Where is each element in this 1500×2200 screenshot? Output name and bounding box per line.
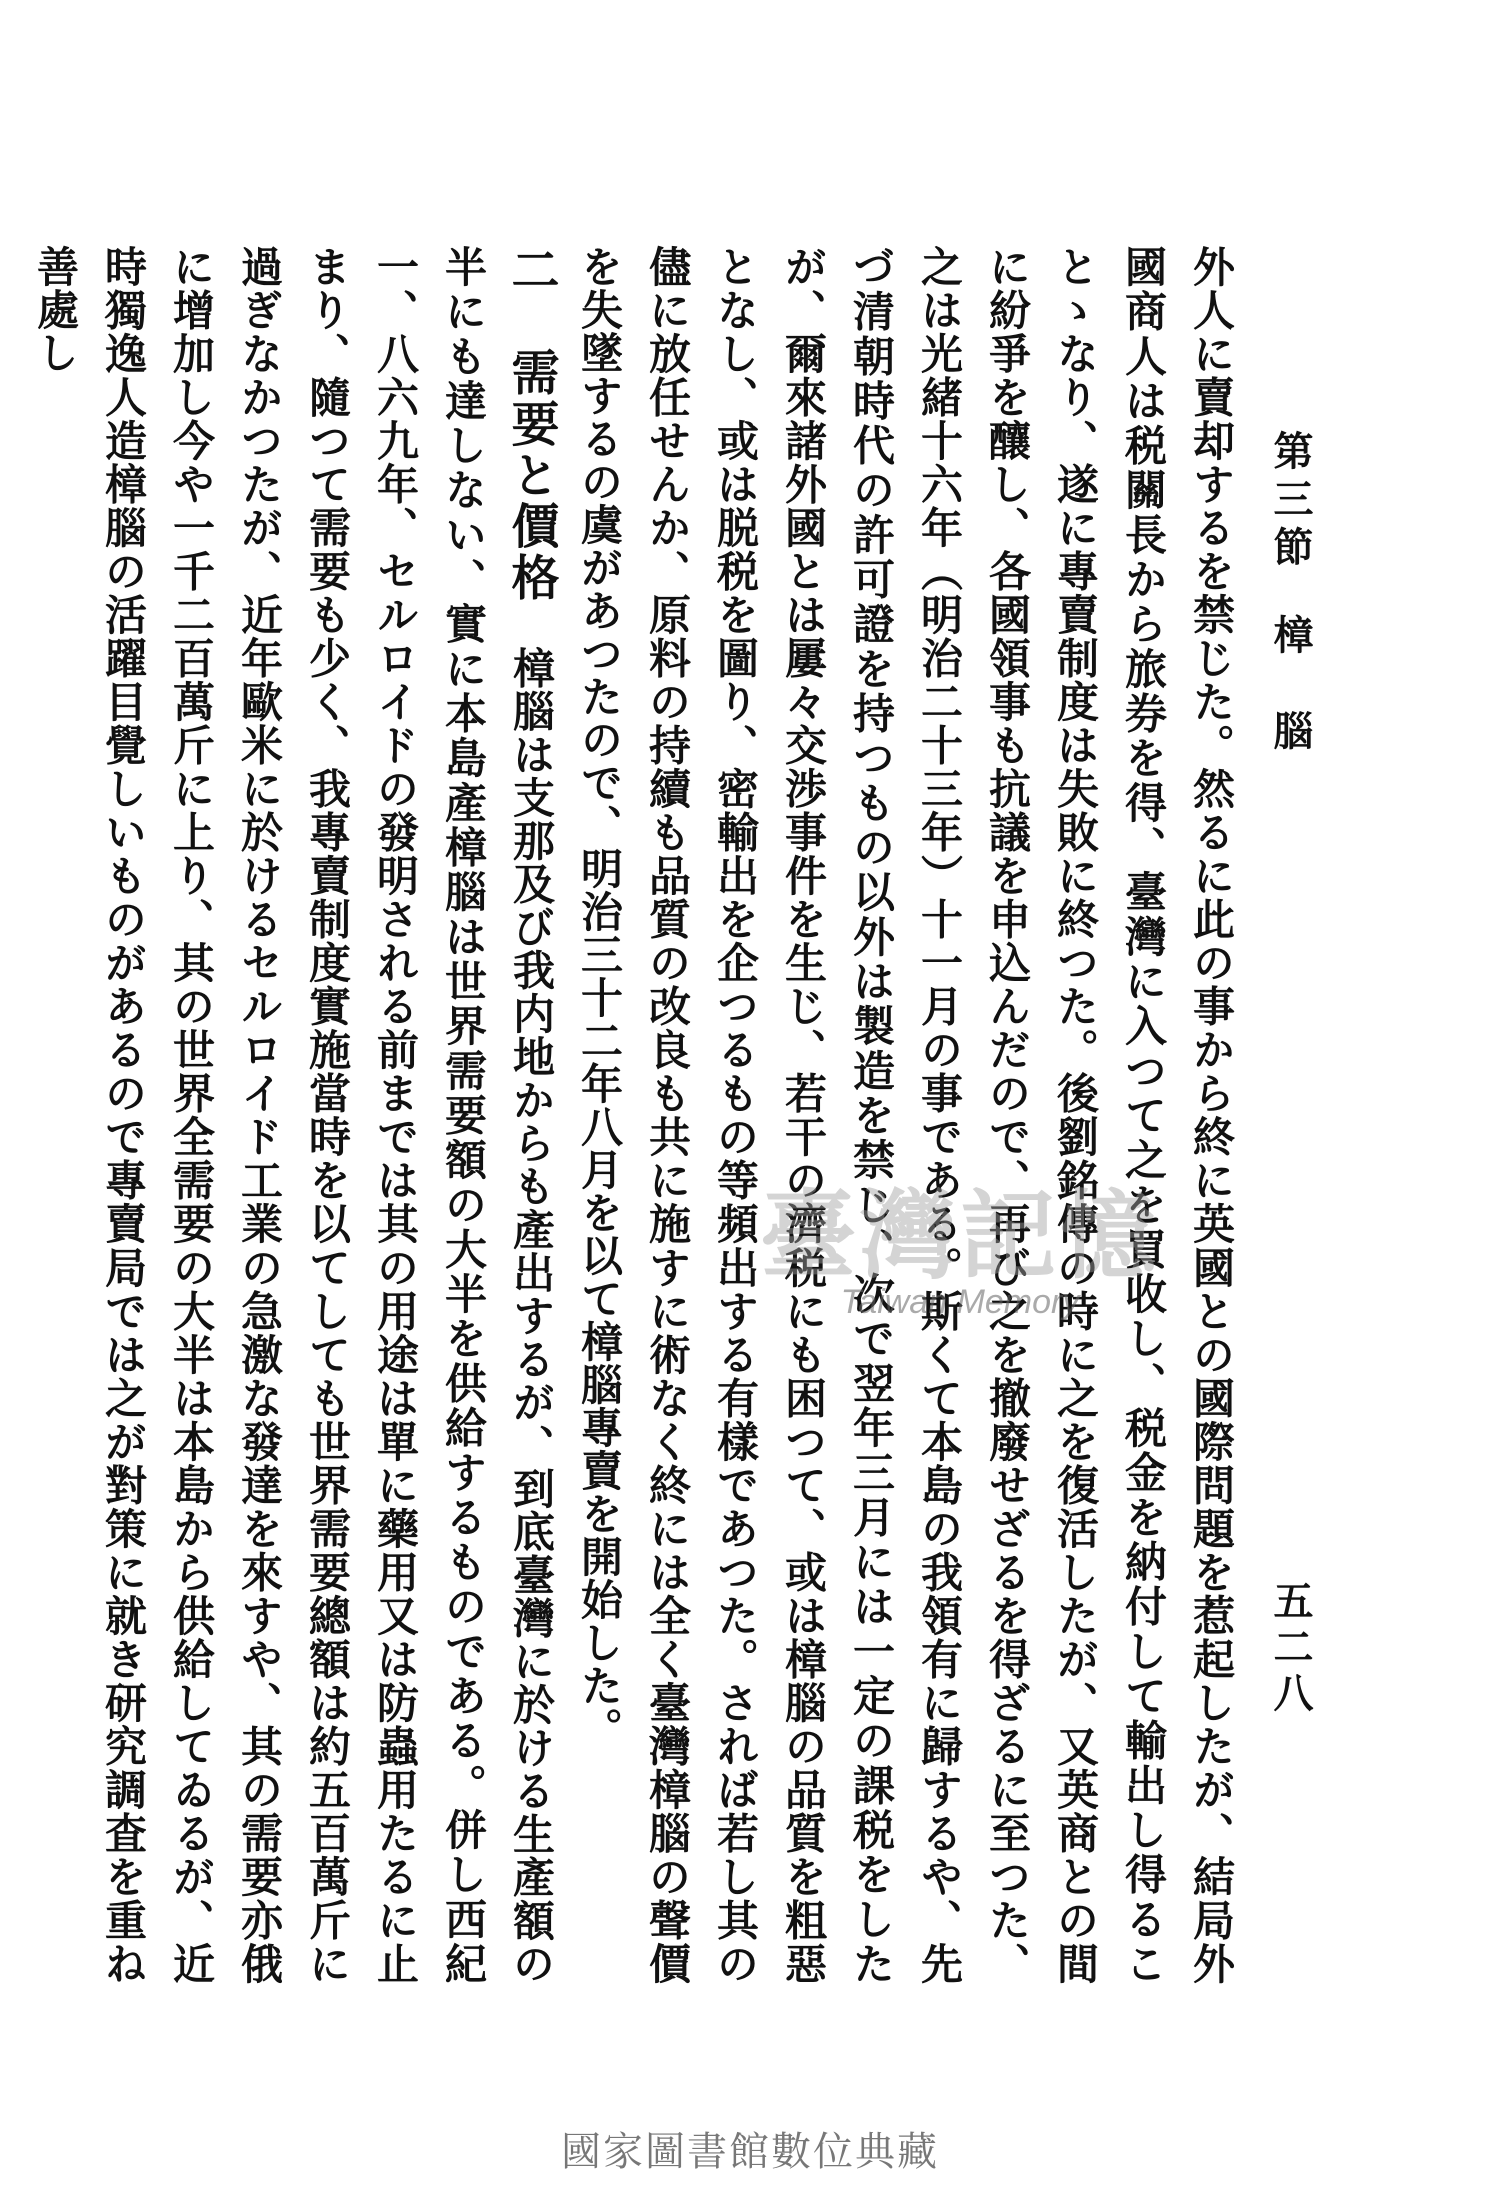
paragraph: 外人に賣却するを禁じた。然るに此の事から終に英國との國際問題を惹起したが、結局外國商人は税關長から旅券を得、臺灣に入つて之を買收し、税金を納付して輸出し得ることゝなり、遂に專賣制度は失敗に終つた。後劉銘傳の時に之を復活したが、又英商との間に紛爭を釀し、各國領事も抗議を申込んだので、再び之を撤廢せざるを得ざるに至つた、之は光緒十六年（明治二十三年）十一月の事である。斯くて本島の我領有に歸するや、先づ清朝時代の許可證を持つもの以外は製造を禁じ、次で翌年三月には一定の課税をしたが、爾來諸外國とは屢々交渉事件を生じ、若干の濟税にも困つて、或は樟腦の品質を粗惡となし、或は脱税を圖り、密輸出を企つるもの等頻出する有樣であつた。されば若し其の儘に放任せんか、原料の持續も品質の改良も共に施すに術なく終には全く臺灣樟腦の聲價を失墜するの虞があつたので、明治三十二年八月を以て樟腦專賣を開始した。	[575, 245, 1236, 1986]
section-number: 第三節	[1267, 430, 1314, 574]
subsection-heading: 二 需要と價格	[503, 245, 559, 604]
subsection	[21, 245, 565, 1985]
running-header	[1267, 430, 1314, 758]
watermark-main-text: 臺灣記憶	[760, 1180, 1160, 1292]
page-number: 五二八	[1267, 1580, 1314, 1718]
watermark-sub-text: Taiwan Memory	[840, 1283, 1080, 1321]
library-footer: 國家圖書館數位典藏	[561, 2129, 939, 2175]
subsection-text: 樟腦は支那及び我内地からも產出するが、到底臺灣に於ける生產額の半にも達しない、實に本島產樟腦は世界需要額の大半を供給するものである。併し西紀一、八六九年、セルロイドの發明される前までは其の用途は單に藥用又は防蟲用たるに止まり、隨つて需要も少く、我專賣制度實施當時を以てしても世界需要總額は約五百萬斤に過ぎなかつたが、近年歐米に於けるセルロイド工業の急激な發達を來すや、其の需要亦俄に增加し今や一千二百萬斤に上り、其の世界全需要の大半は本島から供給してゐるが、近時獨逸人造樟腦の活躍目覺しいものがあるので專賣局では之が對策に就き研究調査を重ね善處し	[31, 245, 556, 1986]
section-title: 樟 腦	[1267, 614, 1314, 758]
body-text	[21, 245, 1245, 1985]
